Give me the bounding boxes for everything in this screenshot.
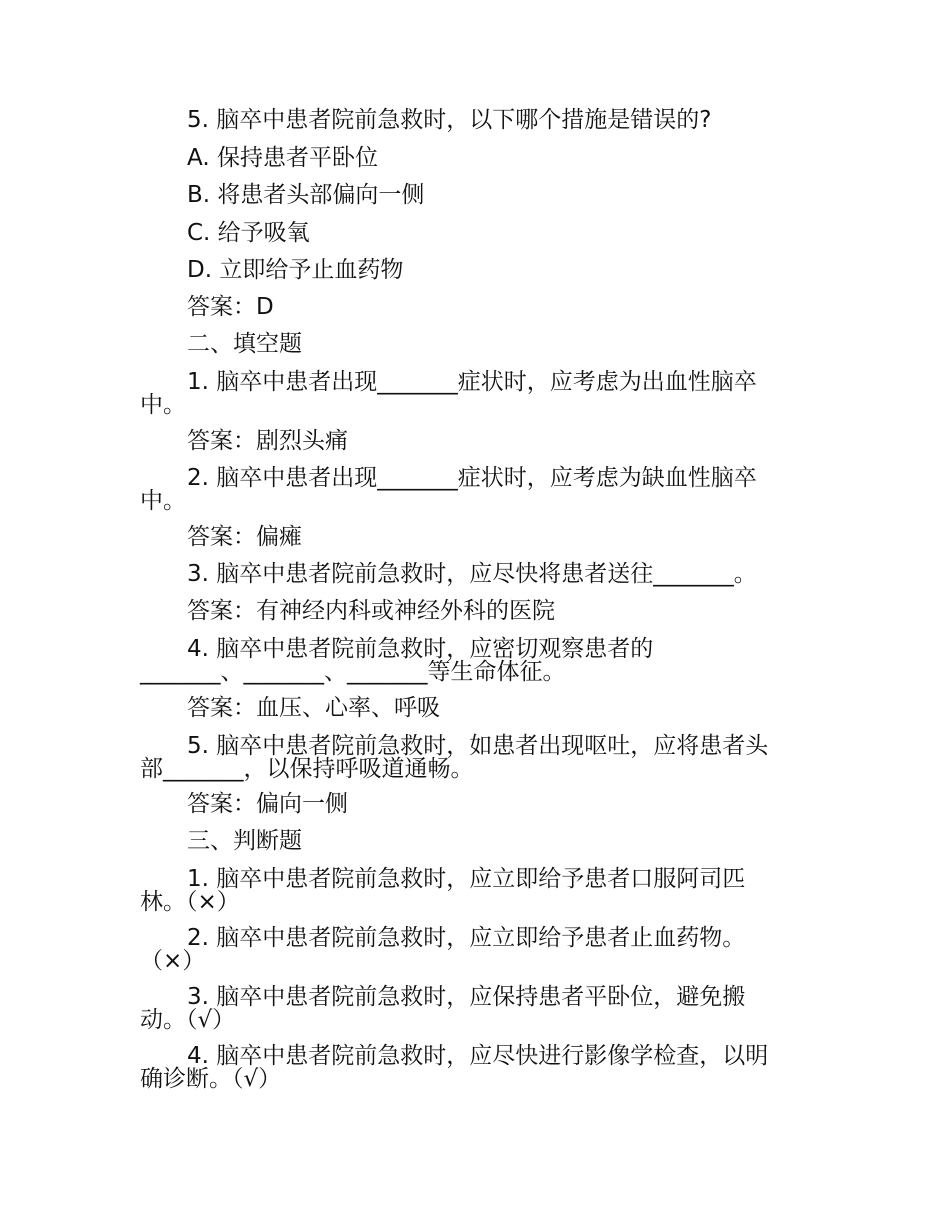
answer-line: 答案：血压、心率、呼吸 [187,695,440,721]
question-line-continued: 部_______，以保持呼吸道通畅。 [140,756,474,782]
section-heading: 三、判断题 [187,828,302,854]
question-line-continued: 确诊断。（√） [140,1066,282,1092]
option-line: B. 将患者头部偏向一侧 [187,182,425,208]
question-line: 3. 脑卒中患者院前急救时，应保持患者平卧位，避免搬 [187,984,746,1010]
option-line: D. 立即给予止血药物 [187,257,404,283]
question-line-continued: 中。 [140,488,186,514]
option-line: C. 给予吸氧 [187,220,310,246]
question-line: 2. 脑卒中患者出现_______症状时，应考虑为缺血性脑卒 [187,465,757,491]
answer-line: 答案：有神经内科或神经外科的医院 [187,598,555,624]
question-line: 4. 脑卒中患者院前急救时，应密切观察患者的 [187,636,654,662]
answer-line: 答案：偏瘫 [187,524,302,550]
answer-line: 答案：D [187,294,274,320]
option-line: A. 保持患者平卧位 [187,145,378,171]
question-line-continued: 动。（√） [140,1007,236,1033]
question-line: 4. 脑卒中患者院前急救时，应尽快进行影像学检查，以明 [187,1043,769,1069]
answer-line: 答案：剧烈头痛 [187,428,348,454]
question-line-continued: 林。（×） [140,889,240,915]
question-line: 3. 脑卒中患者院前急救时，应尽快将患者送往_______。 [187,561,757,587]
question-line: 1. 脑卒中患者院前急救时，应立即给予患者口服阿司匹 [187,866,746,892]
question-line-continued: （×） [140,948,206,974]
answer-line: 答案：偏向一侧 [187,791,348,817]
question-line: 1. 脑卒中患者出现_______症状时，应考虑为出血性脑卒 [187,369,757,395]
question-line-continued: _______、_______、_______等生命体征。 [140,659,566,685]
question-line: 5. 脑卒中患者院前急救时，如患者出现呕吐，应将患者头 [187,733,769,759]
section-heading: 二、填空题 [187,331,302,357]
question-line-continued: 中。 [140,392,186,418]
question-line: 5. 脑卒中患者院前急救时，以下哪个措施是错误的? [187,107,712,133]
question-line: 2. 脑卒中患者院前急救时，应立即给予患者止血药物。 [187,925,746,951]
